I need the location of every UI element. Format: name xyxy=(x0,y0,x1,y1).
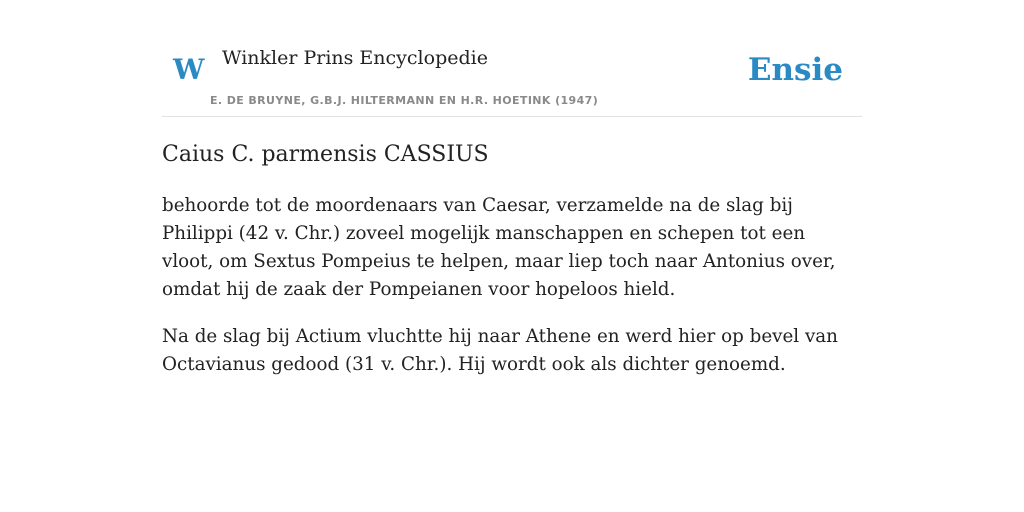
entry-title: Caius C. parmensis CASSIUS xyxy=(162,142,489,167)
entry-paragraph: Na de slag bij Actium vluchtte hij naar Athene en werd hier op bevel van Octavianus gedood (31 v. Chr.). Hij wordt ook als dichter genoemd. xyxy=(162,326,838,375)
ensie-logo[interactable]: Ensie xyxy=(747,52,843,88)
entry-content xyxy=(162,136,862,379)
encyclopedia-header xyxy=(162,0,862,117)
publication-authors: E. DE BRUYNE, G.B.J. HILTERMANN EN H.R. HOETINK (1947) xyxy=(210,94,599,107)
publication-title[interactable]: Winkler Prins Encyclopedie xyxy=(222,47,488,69)
entry-paragraph: behoorde tot de moordenaars van Caesar, verzamelde na de slag bij Philippi (42 v. Chr.) zoveel mogelijk manschappen en schepen tot een vloot, om Sextus Pompeius te helpen, maar liep toch naar Antonius over, omdat hij de zaak der Pompeianen voor hopeloos hield. xyxy=(162,195,836,300)
winkler-prins-logo[interactable]: W xyxy=(173,53,205,86)
